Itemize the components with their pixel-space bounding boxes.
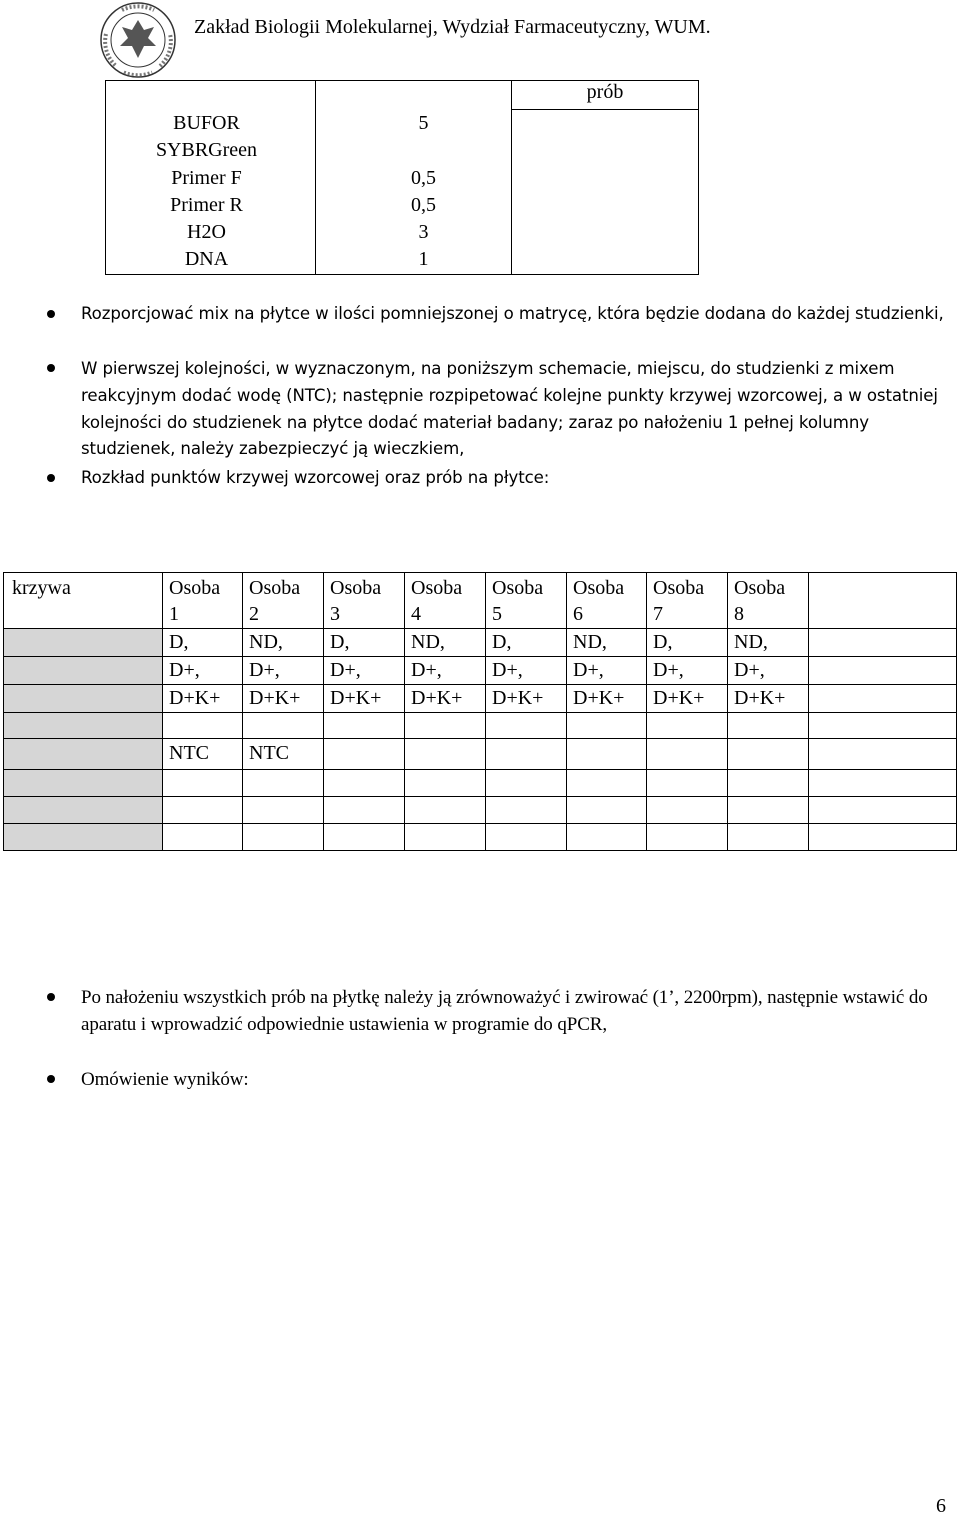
plate-cell: ND, bbox=[728, 629, 809, 657]
person-header-3: Osoba 3 bbox=[324, 573, 405, 629]
curve-cell bbox=[4, 739, 163, 770]
plate-cell: D, bbox=[163, 629, 243, 657]
reagent-names-cell bbox=[106, 81, 316, 275]
ntc-cell: NTC bbox=[163, 739, 243, 770]
plate-cell: ND, bbox=[243, 629, 324, 657]
plate-cell: D, bbox=[647, 629, 728, 657]
curve-cell bbox=[4, 770, 163, 797]
plate-cell: D+K+ bbox=[405, 685, 486, 713]
instruction-centrifuge: Po nałożeniu wszystkich prób na płytkę należy ją zrównoważyć i zwirować (1’, 2200rpm), następnie wstawić do aparatu i wprowadzić odpowiednie ustawienia w programie do qPCR, bbox=[81, 987, 928, 1035]
plate-cell: D+K+ bbox=[567, 685, 647, 713]
university-seal-icon bbox=[92, 0, 184, 80]
instruction-portion: Rozporcjować mix na płytce w ilości pomniejszonej o matrycę, która będzie dodana do każdej studzienki, bbox=[81, 304, 944, 323]
curve-cell bbox=[4, 657, 163, 685]
reagent-value: 3 bbox=[418, 221, 429, 244]
reagent-name: BUFOR bbox=[173, 112, 240, 134]
curve-header: krzywa bbox=[4, 573, 163, 629]
bullet-icon bbox=[47, 310, 55, 318]
curve-cell bbox=[4, 685, 163, 713]
person-header-1: Osoba 1 bbox=[163, 573, 243, 629]
reagent-value bbox=[316, 137, 511, 164]
header-title: Zakład Biologii Molekularnej, Wydział Farmaceutyczny, WUM. bbox=[194, 16, 711, 38]
plate-cell: D+K+ bbox=[486, 685, 567, 713]
person-header-7: Osoba 7 bbox=[647, 573, 728, 629]
plate-cell: D+K+ bbox=[728, 685, 809, 713]
curve-cell bbox=[4, 824, 163, 851]
instruction-order: W pierwszej kolejności, w wyznaczonym, na poniższym schemacie, miejscu, do studzienki z mixem reakcyjnym dodać wodę (NTC); następnie rozpipetować kolejne punkty krzywej wzorcowej, a w ostatniej kolejności do studzienek na płytce dodać materiał badany; zaraz po nałożeniu 1 pełnej kolumny studzienek, należy zabezpieczyć ją wieczkiem, bbox=[81, 359, 938, 459]
bullet-icon bbox=[47, 1075, 55, 1083]
plate-cell: D+K+ bbox=[324, 685, 405, 713]
curve-cell bbox=[4, 713, 163, 739]
reagent-value: 0,5 bbox=[411, 166, 436, 189]
reagent-name: DNA bbox=[184, 248, 229, 271]
plate-cell-empty bbox=[809, 629, 957, 657]
column-header-prob: prób bbox=[512, 81, 699, 110]
reagent-value: 5 bbox=[418, 112, 429, 134]
plate-cell: D, bbox=[324, 629, 405, 657]
plate-cell: D+, bbox=[163, 657, 243, 685]
ntc-cell: NTC bbox=[243, 739, 324, 770]
person-header-8: Osoba 8 bbox=[728, 573, 809, 629]
reagent-name: H2O bbox=[187, 221, 226, 244]
plate-cell: D, bbox=[486, 629, 567, 657]
prob-cell bbox=[512, 110, 699, 275]
curve-cell bbox=[4, 629, 163, 657]
plate-cell-empty bbox=[809, 685, 957, 713]
plate-layout-table bbox=[3, 572, 957, 851]
curve-cell bbox=[4, 797, 163, 824]
person-header-6: Osoba 6 bbox=[567, 573, 647, 629]
plate-cell: D+, bbox=[243, 657, 324, 685]
plate-cell: D+, bbox=[486, 657, 567, 685]
bullet-icon bbox=[47, 364, 55, 372]
plate-cell: D+, bbox=[405, 657, 486, 685]
plate-cell: D+, bbox=[324, 657, 405, 685]
person-header-4: Osoba 4 bbox=[405, 573, 486, 629]
instruction-layout: Rozkład punktów krzywej wzorcowej oraz prób na płytce: bbox=[81, 468, 550, 487]
plate-cell: D+K+ bbox=[243, 685, 324, 713]
plate-cell: D+, bbox=[567, 657, 647, 685]
reagent-value: 1 bbox=[418, 248, 429, 271]
reagent-table bbox=[105, 80, 699, 275]
reagent-value: 0,5 bbox=[411, 193, 436, 216]
bullet-icon bbox=[47, 993, 55, 1001]
plate-cell: D+K+ bbox=[647, 685, 728, 713]
plate-cell: ND, bbox=[567, 629, 647, 657]
results-heading: Omówienie wyników: bbox=[81, 1069, 249, 1090]
reagent-name: SYBRGreen bbox=[155, 139, 258, 162]
plate-cell: D+, bbox=[728, 657, 809, 685]
plate-cell: ND, bbox=[405, 629, 486, 657]
plate-cell: D+K+ bbox=[163, 685, 243, 713]
reagent-name: Primer R bbox=[170, 193, 243, 216]
person-header-2: Osoba 2 bbox=[243, 573, 324, 629]
page-number: 6 bbox=[936, 1495, 946, 1517]
plate-cell: D+, bbox=[647, 657, 728, 685]
reagent-name: Primer F bbox=[171, 166, 242, 189]
person-header-5: Osoba 5 bbox=[486, 573, 567, 629]
reagent-values-cell bbox=[316, 81, 512, 275]
bullet-icon bbox=[47, 474, 55, 482]
plate-cell-empty bbox=[809, 657, 957, 685]
plate-cell-empty bbox=[809, 573, 957, 629]
